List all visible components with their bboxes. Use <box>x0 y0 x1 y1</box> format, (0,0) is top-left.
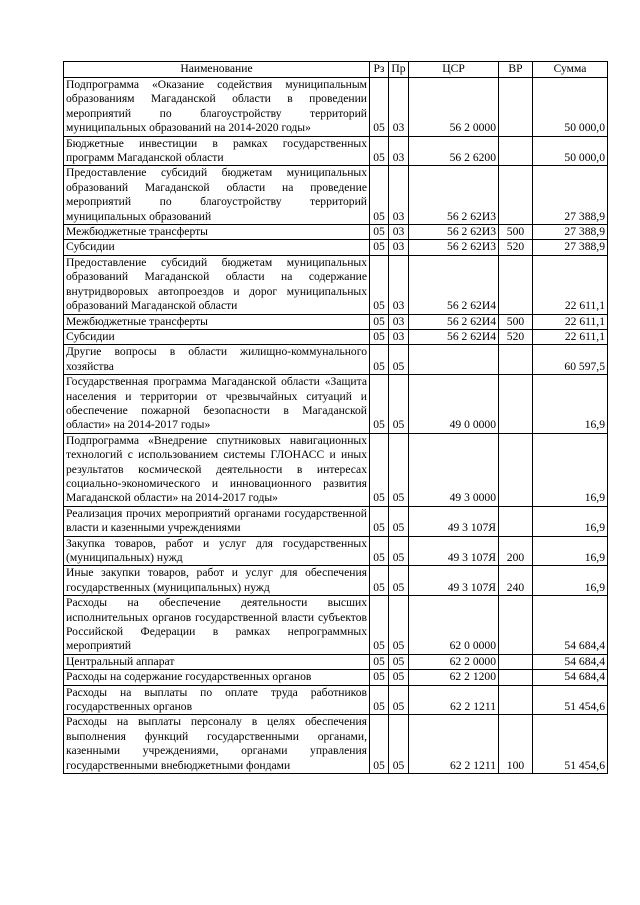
cell-rz: 05 <box>370 78 389 137</box>
cell-pr: 03 <box>389 329 409 344</box>
cell-csr: 49 3 107Я <box>409 566 499 596</box>
header-pr: Пр <box>389 62 409 78</box>
cell-rz: 05 <box>370 329 389 344</box>
cell-sum: 54 684,4 <box>533 596 608 655</box>
cell-pr: 05 <box>389 654 409 669</box>
cell-pr: 05 <box>389 536 409 566</box>
cell-sum: 27 388,9 <box>533 225 608 240</box>
cell-rz: 05 <box>370 506 389 536</box>
table-row <box>64 670 608 685</box>
cell-name: Закупка товаров, работ и услуг для государственных (муниципальных) нужд <box>64 536 370 566</box>
cell-rz: 05 <box>370 345 389 375</box>
cell-rz: 05 <box>370 375 389 434</box>
cell-csr: 56 2 6200 <box>409 136 499 166</box>
cell-name: Расходы на содержание государственных органов <box>64 670 370 685</box>
cell-name: Расходы на обеспечение деятельности высших исполнительных органов государственной власти субъектов Российской Федерации в рамках непрограммных мероприятий <box>64 596 370 655</box>
cell-sum: 50 000,0 <box>533 78 608 137</box>
cell-pr: 05 <box>389 433 409 506</box>
cell-rz: 05 <box>370 670 389 685</box>
cell-sum: 60 597,5 <box>533 345 608 375</box>
cell-name: Субсидии <box>64 240 370 255</box>
table-row <box>64 566 608 596</box>
cell-csr: 56 2 62И4 <box>409 314 499 329</box>
cell-rz: 05 <box>370 225 389 240</box>
cell-name: Предоставление субсидий бюджетам муниципальных образований Магаданской области на содержание внутридворовых автопроездов и дорог муниципальных образований Магаданской области <box>64 255 370 314</box>
cell-pr: 03 <box>389 314 409 329</box>
cell-sum: 16,9 <box>533 506 608 536</box>
cell-vr <box>499 654 533 669</box>
table-row <box>64 685 608 715</box>
budget-table <box>63 61 608 774</box>
cell-vr <box>499 255 533 314</box>
cell-vr <box>499 136 533 166</box>
table-row <box>64 255 608 314</box>
cell-pr: 03 <box>389 166 409 225</box>
cell-pr: 03 <box>389 78 409 137</box>
cell-vr: 500 <box>499 225 533 240</box>
cell-sum: 22 611,1 <box>533 255 608 314</box>
table-row <box>64 166 608 225</box>
cell-csr: 49 0 0000 <box>409 375 499 434</box>
cell-csr: 56 2 62И4 <box>409 255 499 314</box>
cell-csr: 56 2 62И3 <box>409 225 499 240</box>
cell-rz: 05 <box>370 166 389 225</box>
cell-name: Межбюджетные трансферты <box>64 314 370 329</box>
cell-pr: 05 <box>389 375 409 434</box>
cell-csr: 49 3 0000 <box>409 433 499 506</box>
table-header-row <box>64 62 608 78</box>
cell-vr <box>499 375 533 434</box>
cell-rz: 05 <box>370 255 389 314</box>
cell-pr: 05 <box>389 506 409 536</box>
cell-sum: 16,9 <box>533 433 608 506</box>
table-row <box>64 225 608 240</box>
table-row <box>64 345 608 375</box>
table-body <box>64 78 608 774</box>
cell-csr: 56 2 0000 <box>409 78 499 137</box>
table-row <box>64 78 608 137</box>
cell-rz: 05 <box>370 654 389 669</box>
cell-rz: 05 <box>370 314 389 329</box>
table-row <box>64 654 608 669</box>
cell-name: Другие вопросы в области жилищно-коммунального хозяйства <box>64 345 370 375</box>
header-sum: Сумма <box>533 62 608 78</box>
cell-rz: 05 <box>370 433 389 506</box>
cell-pr: 05 <box>389 715 409 774</box>
table-row <box>64 715 608 774</box>
cell-vr <box>499 596 533 655</box>
header-csr: ЦСР <box>409 62 499 78</box>
cell-pr: 03 <box>389 225 409 240</box>
cell-pr: 05 <box>389 596 409 655</box>
header-rz: Рз <box>370 62 389 78</box>
header-name: Наименование <box>64 62 370 78</box>
cell-rz: 05 <box>370 685 389 715</box>
table-row <box>64 136 608 166</box>
cell-sum: 54 684,4 <box>533 654 608 669</box>
cell-sum: 54 684,4 <box>533 670 608 685</box>
cell-csr <box>409 345 499 375</box>
cell-vr: 240 <box>499 566 533 596</box>
cell-name: Реализация прочих мероприятий органами государственной власти и казенными учреждениями <box>64 506 370 536</box>
cell-name: Государственная программа Магаданской области «Защита населения и территории от чрезвычайных ситуаций и обеспечение пожарной безопасности в Магаданской области» на 2014-2017 годы» <box>64 375 370 434</box>
cell-vr <box>499 166 533 225</box>
cell-csr: 56 2 62И4 <box>409 329 499 344</box>
cell-rz: 05 <box>370 136 389 166</box>
cell-csr: 56 2 62И3 <box>409 166 499 225</box>
cell-name: Межбюджетные трансферты <box>64 225 370 240</box>
table-row <box>64 240 608 255</box>
cell-csr: 49 3 107Я <box>409 506 499 536</box>
cell-rz: 05 <box>370 536 389 566</box>
cell-vr <box>499 345 533 375</box>
cell-vr: 100 <box>499 715 533 774</box>
cell-name: Подпрограмма «Оказание содействия муниципальным образованиям Магаданской области в проведении мероприятий по благоустройству территорий муниципальных образований на 2014-2020 годы» <box>64 78 370 137</box>
table-row <box>64 536 608 566</box>
cell-name: Предоставление субсидий бюджетам муниципальных образований Магаданской области на проведение мероприятий по благоустройству территорий муниципальных образований <box>64 166 370 225</box>
header-vr: ВР <box>499 62 533 78</box>
cell-sum: 16,9 <box>533 536 608 566</box>
cell-pr: 03 <box>389 255 409 314</box>
cell-pr: 05 <box>389 670 409 685</box>
cell-sum: 51 454,6 <box>533 715 608 774</box>
cell-vr <box>499 670 533 685</box>
cell-csr: 62 0 0000 <box>409 596 499 655</box>
cell-sum: 16,9 <box>533 375 608 434</box>
cell-pr: 05 <box>389 345 409 375</box>
cell-csr: 62 2 0000 <box>409 654 499 669</box>
cell-name: Подпрограмма «Внедрение спутниковых навигационных технологий с использованием системы ГЛОНАСС и иных результатов космической деятельности в интересах социально-экономического и инновационного развития Магаданской области» на 2014-2017 годы» <box>64 433 370 506</box>
table-row <box>64 506 608 536</box>
cell-sum: 22 611,1 <box>533 314 608 329</box>
cell-sum: 22 611,1 <box>533 329 608 344</box>
cell-vr <box>499 506 533 536</box>
cell-sum: 27 388,9 <box>533 166 608 225</box>
cell-rz: 05 <box>370 566 389 596</box>
cell-vr: 520 <box>499 240 533 255</box>
cell-pr: 03 <box>389 136 409 166</box>
cell-vr <box>499 685 533 715</box>
cell-vr <box>499 433 533 506</box>
cell-vr: 200 <box>499 536 533 566</box>
cell-vr: 500 <box>499 314 533 329</box>
cell-csr: 56 2 62И3 <box>409 240 499 255</box>
table-row <box>64 375 608 434</box>
cell-rz: 05 <box>370 596 389 655</box>
cell-sum: 50 000,0 <box>533 136 608 166</box>
cell-sum: 16,9 <box>533 566 608 596</box>
cell-name: Центральный аппарат <box>64 654 370 669</box>
cell-name: Расходы на выплаты персоналу в целях обеспечения выполнения функций государственными органами, казенными учреждениями, органами управления государственными внебюджетными фондами <box>64 715 370 774</box>
cell-csr: 62 2 1211 <box>409 685 499 715</box>
cell-pr: 05 <box>389 566 409 596</box>
cell-name: Иные закупки товаров, работ и услуг для обеспечения государственных (муниципальных) нужд <box>64 566 370 596</box>
cell-name: Бюджетные инвестиции в рамках государственных программ Магаданской области <box>64 136 370 166</box>
cell-name: Расходы на выплаты по оплате труда работников государственных органов <box>64 685 370 715</box>
table-row <box>64 433 608 506</box>
cell-csr: 49 3 107Я <box>409 536 499 566</box>
cell-pr: 03 <box>389 240 409 255</box>
cell-csr: 62 2 1200 <box>409 670 499 685</box>
cell-vr <box>499 78 533 137</box>
table-row <box>64 329 608 344</box>
cell-sum: 51 454,6 <box>533 685 608 715</box>
cell-rz: 05 <box>370 240 389 255</box>
budget-document <box>63 61 607 774</box>
cell-sum: 27 388,9 <box>533 240 608 255</box>
table-row <box>64 596 608 655</box>
cell-csr: 62 2 1211 <box>409 715 499 774</box>
cell-vr: 520 <box>499 329 533 344</box>
cell-pr: 05 <box>389 685 409 715</box>
cell-rz: 05 <box>370 715 389 774</box>
cell-name: Субсидии <box>64 329 370 344</box>
table-row <box>64 314 608 329</box>
